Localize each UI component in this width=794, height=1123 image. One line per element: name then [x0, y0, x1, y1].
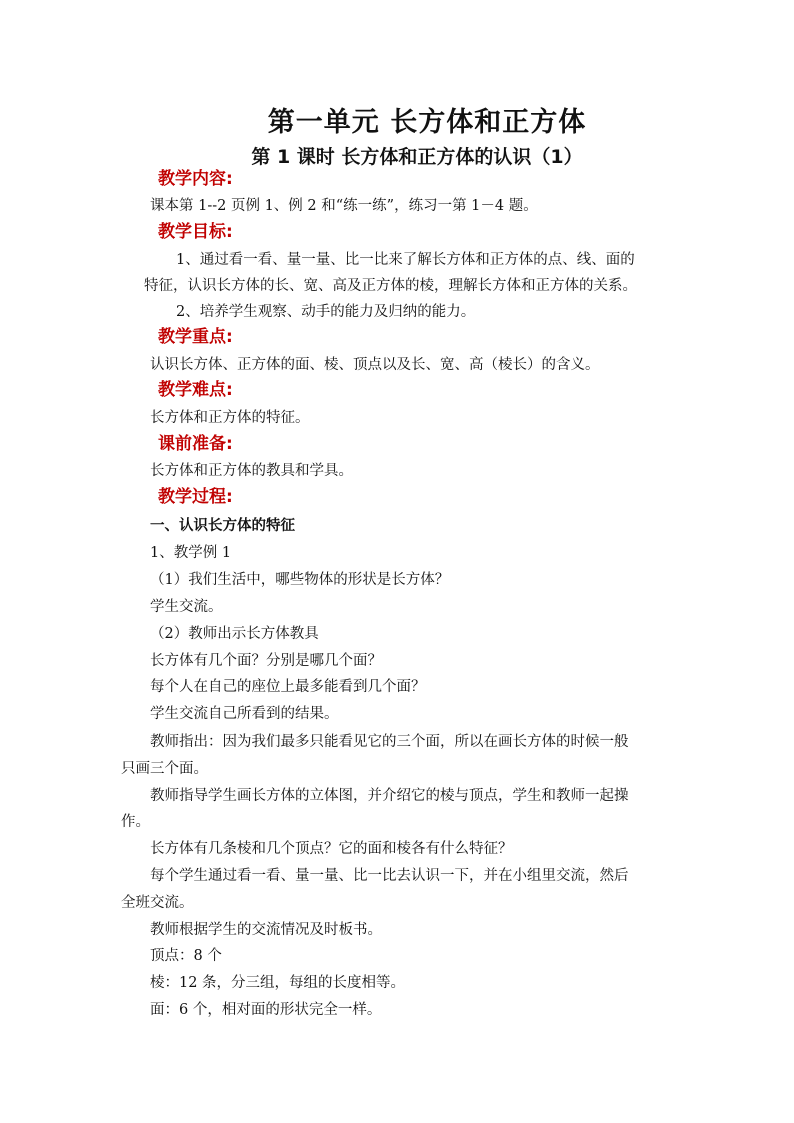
- goal-1-line-2: 特征，认识长方体的长、宽、高及正方体的棱，理解长方体和正方体的关系。: [144, 278, 637, 294]
- goal-2: 2、培养学生观察、动手的能力及归纳的能力。: [176, 304, 476, 320]
- process-line: 学生交流。: [150, 599, 223, 615]
- process-line: 只画三个面。: [121, 761, 208, 777]
- process-line: 全班交流。: [121, 895, 194, 911]
- process-line: 作。: [121, 814, 150, 830]
- process-line: 教师指导学生画长方体的立体图，并介绍它的棱与顶点，学生和教师一起操: [150, 788, 629, 804]
- difficulty-heading: 教学难点:: [158, 380, 233, 400]
- key-points-text: 认识长方体、正方体的面、棱、顶点以及长、宽、高（棱长）的含义。: [150, 357, 600, 373]
- process-line: 棱：12 条，分三组，每组的长度相等。: [150, 975, 406, 991]
- process-line: 每个学生通过看一看、量一量、比一比去认识一下，并在小组里交流，然后: [150, 868, 629, 884]
- process-line: 学生交流自己所看到的结果。: [150, 706, 339, 722]
- process-line: 顶点：8 个: [150, 948, 222, 964]
- teaching-content-heading: 教学内容:: [158, 169, 233, 189]
- teaching-goals-heading: 教学目标:: [158, 222, 233, 242]
- preparation-heading: 课前准备:: [158, 434, 233, 454]
- process-heading: 教学过程:: [158, 487, 233, 507]
- difficulty-text: 长方体和正方体的特征。: [150, 410, 310, 426]
- teaching-content-text: 课本第 1--2 页例 1、例 2 和“练一练”，练习一第 1－4 题。: [150, 198, 538, 214]
- process-line: 教师根据学生的交流情况及时板书。: [150, 922, 382, 938]
- lesson-subtitle: 第 1 课时 长方体和正方体的认识（1）: [251, 146, 583, 168]
- process-line: 教师指出：因为我们最多只能看见它的三个面，所以在画长方体的时候一般: [150, 734, 629, 750]
- document-title: 第一单元 长方体和正方体: [267, 107, 587, 138]
- process-line: 每个人在自己的座位上最多能看到几个面？: [150, 679, 426, 695]
- goal-1-line-1: 1、通过看一看、量一量、比一比来了解长方体和正方体的点、线、面的: [176, 252, 635, 268]
- key-points-heading: 教学重点:: [158, 327, 233, 347]
- process-line: 长方体有几条棱和几个顶点？它的面和棱各有什么特征？: [150, 841, 513, 857]
- process-line: 长方体有几个面？分别是哪几个面？: [150, 653, 382, 669]
- process-line: （2）教师出示长方体教具: [150, 626, 319, 642]
- process-line: 1、教学例 1: [150, 545, 232, 561]
- preparation-text: 长方体和正方体的教具和学具。: [150, 463, 353, 479]
- process-part-1-title: 一、认识长方体的特征: [150, 518, 295, 534]
- process-line: （1）我们生活中，哪些物体的形状是长方体？: [150, 572, 450, 588]
- process-line: 面：6 个，相对面的形状完全一样。: [150, 1002, 382, 1018]
